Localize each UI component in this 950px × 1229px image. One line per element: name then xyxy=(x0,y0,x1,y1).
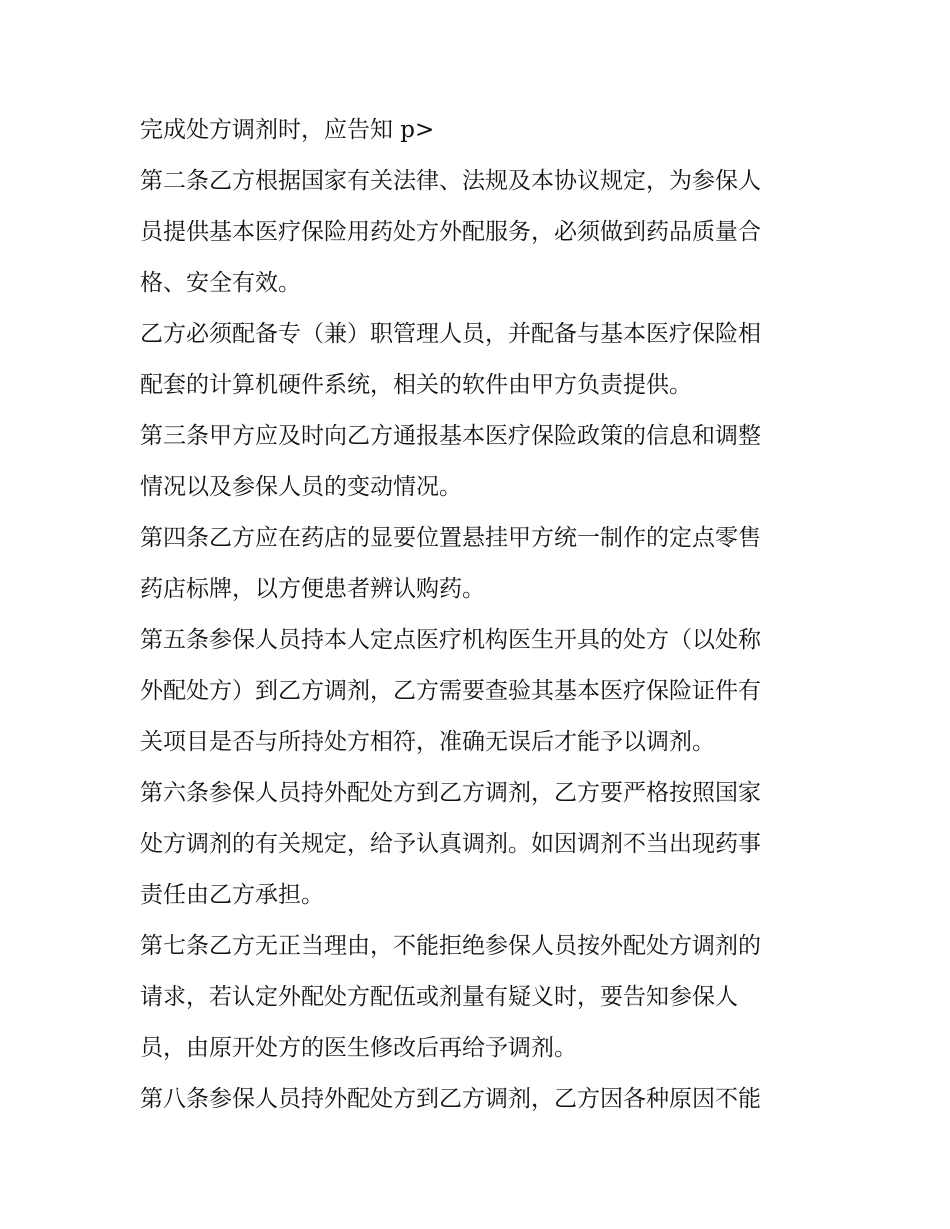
paragraph-article-3 xyxy=(140,416,820,518)
text-line: 配套的计算机硬件系统，相关的软件由甲方负责提供。 xyxy=(140,372,692,398)
text-line: 第六条参保人员持外配处方到乙方调剂，乙方要严格按照国家 xyxy=(140,780,761,806)
text-line: 请求，若认定外配处方配伍或剂量有疑义时，要告知参保人 xyxy=(140,984,738,1010)
text-line: 第二条乙方根据国家有关法律、法规及本协议规定，为参保人 xyxy=(140,168,761,194)
paragraph-article-6 xyxy=(140,773,820,926)
paragraph-staffing xyxy=(140,314,820,416)
text-line: 员，由原开处方的医生修改后再给予调剂。 xyxy=(140,1035,577,1061)
text-line: 第八条参保人员持外配处方到乙方调剂，乙方因各种原因不能 xyxy=(140,1086,761,1112)
text-line: 关项目是否与所持处方相符，准确无误后才能予以调剂。 xyxy=(140,729,715,755)
text-line: 完成处方调剂时，应告知 p> xyxy=(140,117,435,143)
text-line: 外配处方）到乙方调剂，乙方需要查验其基本医疗保险证件有 xyxy=(140,678,761,704)
text-line: 情况以及参保人员的变动情况。 xyxy=(140,474,462,500)
text-line: 第三条甲方应及时向乙方通报基本医疗保险政策的信息和调整 xyxy=(140,423,761,449)
text-line: 处方调剂的有关规定，给予认真调剂。如因调剂不当出现药事 xyxy=(140,831,761,857)
text-line: 第七条乙方无正当理由，不能拒绝参保人员按外配处方调剂的 xyxy=(140,933,761,959)
document-body xyxy=(140,110,820,1130)
paragraph-1 xyxy=(140,110,820,161)
text-line: 乙方必须配备专（兼）职管理人员，并配备与基本医疗保险相 xyxy=(140,321,761,347)
text-line: 格、安全有效。 xyxy=(140,270,301,296)
paragraph-article-8 xyxy=(140,1079,820,1130)
paragraph-article-5 xyxy=(140,620,820,773)
text-line: 责任由乙方承担。 xyxy=(140,882,324,908)
text-line: 员提供基本医疗保险用药处方外配服务，必须做到药品质量合 xyxy=(140,219,761,245)
text-line: 药店标牌，以方便患者辨认购药。 xyxy=(140,576,485,602)
paragraph-article-4 xyxy=(140,518,820,620)
paragraph-article-2 xyxy=(140,161,820,314)
text-line: 第四条乙方应在药店的显要位置悬挂甲方统一制作的定点零售 xyxy=(140,525,761,551)
paragraph-article-7 xyxy=(140,926,820,1079)
text-line: 第五条参保人员持本人定点医疗机构医生开具的处方（以处称 xyxy=(140,627,761,653)
